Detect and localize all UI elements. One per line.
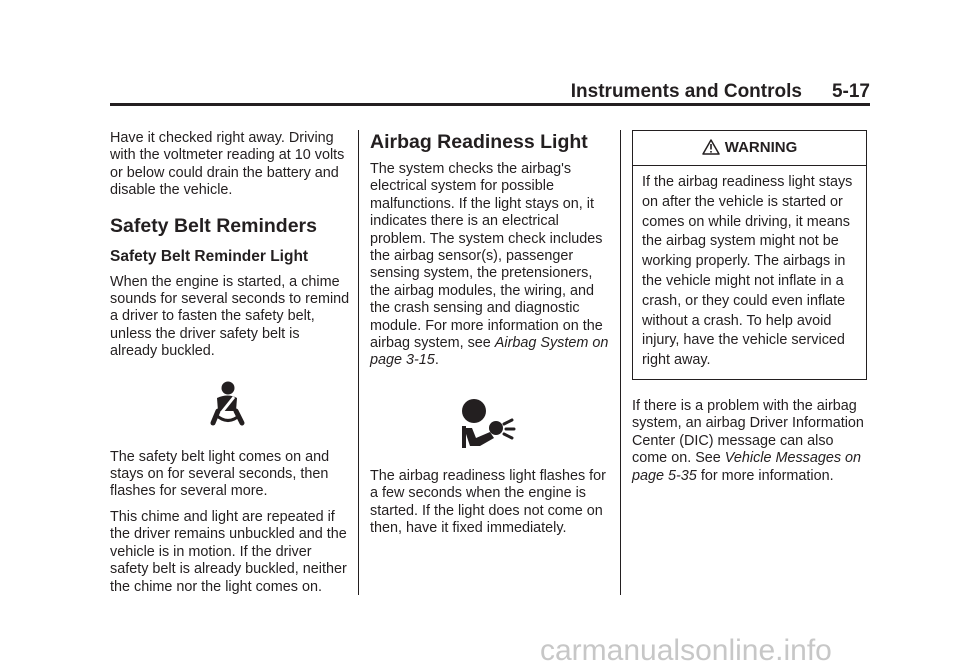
airbag-readiness-icon: [460, 398, 516, 450]
seatbelt-icon-wrap: [110, 369, 350, 449]
airbag-icon-wrap: [370, 378, 610, 468]
warning-label: WARNING: [724, 139, 798, 156]
header-rule: [110, 103, 870, 106]
dic-text: If there is a problem with the airbag system, an airbag Driver Information Center (DIC) message can also come on. See: [632, 397, 864, 467]
chime-paragraph: When the engine is started, a chime sounds for several seconds to remind a driver to fasten the safety belt, unless the driver safety belt is already buckled.: [110, 273, 350, 360]
seatbelt-reminder-icon: [205, 381, 251, 427]
airbag-heading: Airbag Readiness Light: [370, 131, 588, 153]
safety-belt-heading: Safety Belt Reminders: [110, 214, 317, 237]
voltmeter-paragraph: Have it checked right away. Driving with the voltmeter reading at 10 volts or below could drain the battery and disable the vehicle.: [110, 130, 345, 199]
column-divider-2: [620, 130, 621, 595]
warning-box: [632, 130, 867, 380]
column-divider-1: [358, 130, 359, 595]
column-right: [632, 130, 870, 493]
section-title: Instruments and Controls: [570, 81, 802, 102]
warning-triangle-icon: [702, 139, 720, 155]
page-number: 5-17: [831, 81, 870, 102]
warning-title: [633, 131, 866, 166]
repeat-paragraph: This chime and light are repeated if the driver remains unbuckled and the vehicle is in motion. If the driver safety belt is already buckled, neither the chime nor the light comes on.: [110, 508, 347, 595]
watermark: carmanualsonline.info: [540, 634, 832, 667]
airbag-system-text: The system checks the airbag's electrical system for possible malfunctions. If the light stays on, it indicates there is an electrical problem. The system check includes the airbag sensor(s), passenger sensing system, the pretensioners, the airbag modules, the wiring, and the crash sensing and diagnostic module. For more information on the airbag system, see: [370, 161, 603, 352]
safety-belt-subheading: Safety Belt Reminder Light: [110, 247, 309, 265]
column-left: [110, 130, 350, 604]
column-middle: [370, 130, 610, 546]
seatbelt-light-paragraph: The safety belt light comes on and stays on for several seconds, then flashes for several more.: [110, 448, 330, 500]
vehicle-messages-link[interactable]: Vehicle Messages on page 5-35: [632, 450, 862, 484]
dic-paragraph: If there is a problem with the airbag system, an airbag Driver Information Center (DIC) message can also come on. See Vehicle Messages on page 5-35 for more information.: [632, 397, 864, 484]
warning-text: If the airbag readiness light stays on after the vehicle is started or comes on while driving, it means the airbag system might not be working properly. The airbags in the vehicle might not inflate in a crash, or they could even inflate without a crash. To help avoid injury, have the vehicle serviced right away.: [642, 174, 853, 369]
airbag-system-paragraph: The system checks the airbag's electrical system for possible malfunctions. If the light stays on, it indicates there is an electrical problem. The system check includes the airbag sensor(s), passenger sensing system, the pretensioners, the airbag modules, the wiring, and the crash sensing and diagnostic module. For more information on the airbag system, see Airbag System on page 3-15.: [370, 161, 609, 369]
airbag-system-link[interactable]: Airbag System on page 3-15: [370, 335, 609, 369]
page-header: [110, 82, 870, 102]
airbag-flash-paragraph: The airbag readiness light flashes for a few seconds when the engine is started. If the light does not come on then, have it fixed immediately.: [370, 467, 606, 537]
